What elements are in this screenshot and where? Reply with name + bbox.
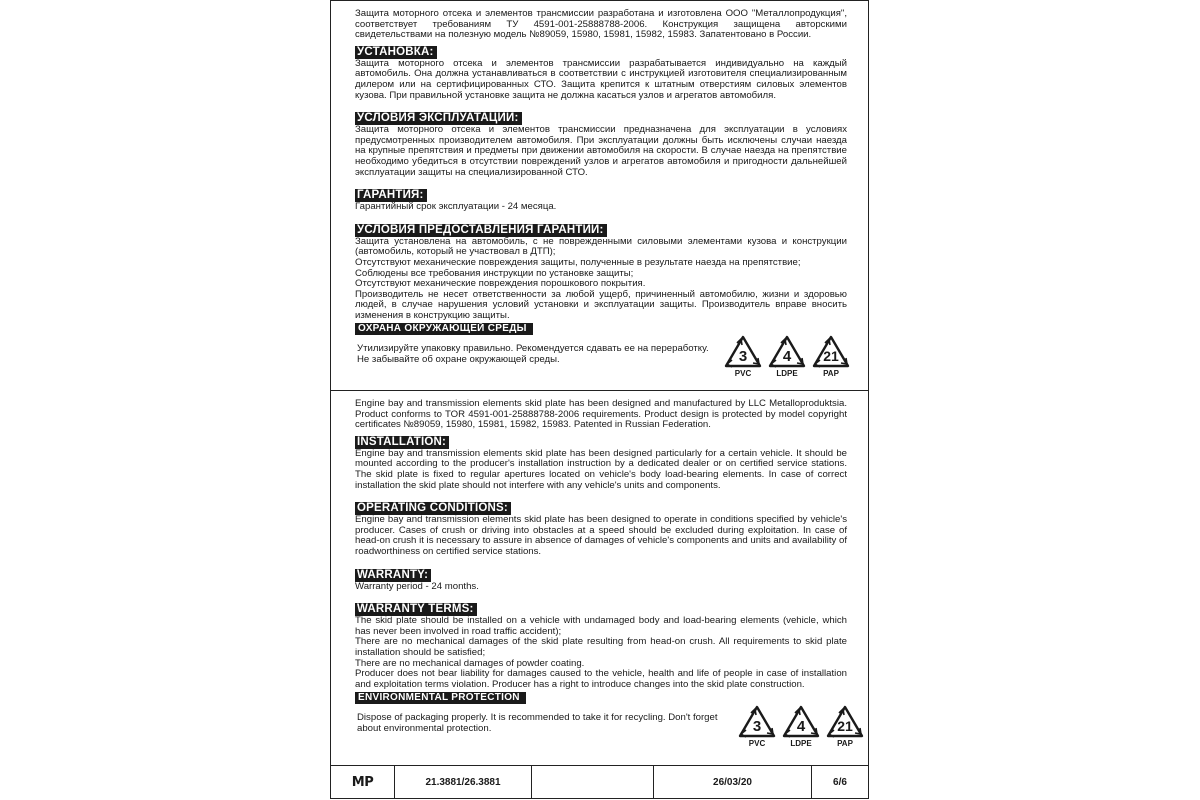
ru-terms-line: Производитель не несет ответственности за любой ущерб, причиненный автомобилю, жизни и здоровью людей, в случае нарушения условий установки и эксплуатации защиты. Производитель вправе вносить изменения в конструкцию защиты. — [355, 288, 847, 321]
recycle-number: 4 — [796, 718, 806, 735]
en-terms-line: There are no mechanical damages of the skid plate resulting from head-on crush. All requirements to skid plate installation should be satisfied; — [355, 636, 847, 658]
footer-blank-cell — [532, 766, 654, 798]
en-installation-text: Engine bay and transmission elements skid plate has been designed particularly for a certain vehicle. It should be mounted according to the producer's installation instruction by a dedicated dealer or on certified service stations. The skid plate is fixed to regular apertures located on vehicle's body load-bearing elements. In case of correct installation the skid plate should not interfere with any vehicle's units and components. — [355, 447, 847, 491]
ru-warranty-text: Гарантийный срок эксплуатации - 24 месяца. — [355, 201, 557, 213]
ru-section — [355, 9, 847, 335]
recycle-triangle-icon — [825, 704, 865, 740]
ru-terms-line: Защита установлена на автомобиль, с не поврежденными силовыми элементами кузова и конструкции (автомобиль, который не участвовал в ДТП); — [355, 235, 847, 258]
recycle-label: PAP — [837, 739, 853, 748]
en-env-text: Dispose of packaging properly. It is recommended to take it for recycling. Don't forget about environmental protection. — [357, 712, 718, 734]
en-recycling-symbols — [737, 704, 865, 748]
ru-terms-heading: УСЛОВИЯ ПРЕДОСТАВЛЕНИЯ ГАРАНТИИ: — [355, 224, 607, 237]
en-terms-heading: WARRANTY TERMS: — [355, 603, 477, 616]
recycle-number: 21 — [823, 348, 839, 364]
ru-operating-text: Защита моторного отсека и элементов трансмиссии предназначена для эксплуатации в условиях предусмотренных производителем автомобиля. При эксплуатации должны быть исключены случаи наезда на крупные препятствия и предметы при движении автомобиля на скорости. В случае наезда на препятствие необходимо убедиться в отсутствии повреждений узлов и агрегатов автомобиля и пригодности дальнейшей эксплуатации защиты на специализированной СТО. — [355, 124, 847, 178]
ru-warranty-heading: ГАРАНТИЯ: — [355, 189, 427, 202]
recycle-symbol-pap — [825, 704, 865, 748]
recycle-triangle-icon — [811, 334, 851, 370]
recycle-number: 3 — [752, 718, 762, 735]
en-installation-heading: INSTALLATION: — [355, 436, 449, 449]
ru-recycling-symbols — [723, 334, 851, 378]
ru-operating-heading: УСЛОВИЯ ЭКСПЛУАТАЦИИ: — [355, 112, 522, 125]
ru-env-heading: ОХРАНА ОКРУЖАЮЩЕЙ СРЕДЫ — [355, 323, 533, 335]
en-section — [355, 399, 847, 704]
en-terms-line: There are no mechanical damages of powder coating. — [355, 657, 585, 669]
document-footer — [330, 765, 869, 799]
recycle-triangle-icon — [723, 334, 763, 370]
recycle-symbol-ldpe — [781, 704, 821, 748]
en-warranty-heading: WARRANTY: — [355, 569, 431, 582]
section-divider — [330, 390, 869, 391]
en-operating-text: Engine bay and transmission elements skid plate has been designed to operate in conditions specified by vehicle's producer. Cases of crush or driving into obstacles at a speed should be excluded during exploitation. In case of head-on crush it is necessary to assure in absence of damages of vehicle's components and units and availability of roadworthiness on certified service stations. — [355, 514, 847, 557]
en-terms-line: The skid plate should be installed on a vehicle with undamaged body and load-bearing elements (vehicle, which has never been involved in road traffic accident); — [355, 615, 847, 637]
recycle-symbol-ldpe — [767, 334, 807, 378]
recycle-number: 3 — [738, 348, 748, 365]
ru-installation-text: Защита моторного отсека и элементов трансмиссии разрабатывается индивидуально на каждый автомобиль. Она должна устанавливаться в соответствии с инструкцией изготовителя специализированным дилером или на сертифицированных СТО. Защита крепится к штатным отверстиям силовых элементов кузова. При правильной установке защита не должна касаться узлов и агрегатов автомобиля. — [355, 57, 847, 101]
en-env-heading: ENVIRONMENTAL PROTECTION — [355, 692, 526, 704]
footer-date: 26/03/20 — [654, 766, 812, 798]
recycle-label: PVC — [734, 369, 752, 378]
footer-model-code: 21.3881/26.3881 — [395, 766, 532, 798]
recycle-label: PVC — [748, 739, 766, 748]
ru-terms-line: Отсутствуют механические повреждения защиты, полученные в результате наезда на препятствие; — [355, 256, 801, 268]
ru-intro: Защита моторного отсека и элементов трансмиссии разработана и изготовлена ООО "Металлопродукция", соответствует требованиям ТУ 4591-001-25888788-2006. Конструкция защищена авторскими свидетельствами на полезную модель №89059, 15980, 15981, 15982, 15983. Запатентовано в России. — [355, 8, 847, 41]
recycle-label: PAP — [823, 369, 839, 378]
recycle-symbol-pvc — [737, 704, 777, 748]
footer-logo-cell — [331, 766, 395, 798]
en-intro: Engine bay and transmission elements skid plate has been designed and manufactured by LLC Metalloproduktsia. Product conforms to TOR 4591-001-25888788-2006 requirements. Product design is protected by model copyright certificates №89059, 15980, 15981, 15982, 15983. Patented in Russian Federation. — [355, 398, 847, 431]
en-terms-line: Producer does not bear liability for damages caused to the vehicle, health and life of people in case of installation and exploitation terms violation. Producer has a right to introduce changes into the skid plate construction. — [355, 668, 847, 690]
recycle-triangle-icon — [767, 334, 807, 370]
recycle-number: 21 — [837, 718, 853, 734]
recycle-symbol-pap — [811, 334, 851, 378]
brand-logo: MP — [351, 774, 374, 790]
ru-env-text: Утилизируйте упаковку правильно. Рекомендуется сдавать ее на переработку. Не забывайте об охране окружающей среды. — [357, 343, 709, 365]
recycle-label: LDPE — [776, 369, 798, 378]
recycle-triangle-icon — [737, 704, 777, 740]
footer-page-number: 6/6 — [833, 776, 847, 788]
recycle-symbol-pvc — [723, 334, 763, 378]
ru-terms-line: Отсутствуют механические повреждения порошкового покрытия. — [355, 278, 646, 290]
recycle-label: LDPE — [790, 739, 812, 748]
recycle-triangle-icon — [781, 704, 821, 740]
recycle-number: 4 — [782, 348, 792, 365]
ru-terms-line: Соблюдены все требования инструкции по установке защиты; — [355, 267, 634, 279]
ru-installation-heading: УСТАНОВКА: — [355, 46, 437, 59]
en-warranty-text: Warranty period - 24 months. — [355, 580, 479, 592]
en-operating-heading: OPERATING CONDITIONS: — [355, 502, 511, 515]
